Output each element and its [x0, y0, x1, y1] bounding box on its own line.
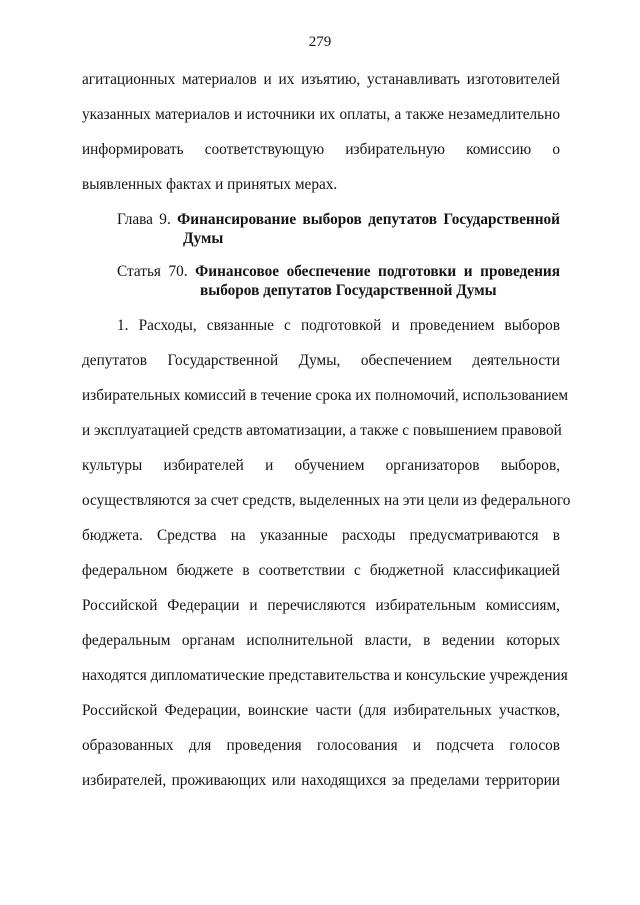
paragraph-line-2: депутатов Государственной Думы, обеспечением деятельности	[82, 352, 560, 369]
paragraph-line-9: Российской Федерации и перечисляются избирательным комиссиям,	[82, 597, 560, 614]
paragraph-line-11: находятся дипломатические представительства и консульские учреждения	[82, 667, 568, 684]
article-title-line-2: выборов депутатов Государственной Думы	[200, 282, 497, 299]
paragraph-line-6: осуществляются за счет средств, выделенных на эти цели из федерального	[82, 492, 571, 509]
paragraph-line-14: избирателей, проживающих или находящихся за пределами территории	[82, 772, 560, 789]
chapter-title-line-2: Думы	[183, 230, 224, 247]
paragraph-line-1: 1. Расходы, связанные с подготовкой и проведением выборов	[117, 317, 560, 334]
intro-line-2: указанных материалов и источники их оплаты, а также незамедлительно	[82, 106, 560, 123]
intro-line-3: информировать соответствующую избирательную комиссию о	[82, 141, 560, 158]
chapter-title-line-1: Финансирование выборов депутатов Государственной	[177, 211, 560, 228]
article-label: Статья 70.	[117, 263, 188, 280]
chapter-label: Глава 9.	[117, 211, 171, 228]
paragraph-line-4: и эксплуатацией средств автоматизации, а также с повышением правовой	[82, 422, 562, 439]
paragraph-line-12: Российской Федерации, воинские части (для избирательных участков,	[82, 702, 560, 719]
intro-line-1: агитационных материалов и их изъятию, устанавливать изготовителей	[82, 71, 560, 88]
intro-line-4: выявленных фактах и принятых мерах.	[82, 176, 338, 193]
article-heading	[117, 262, 560, 300]
paragraph-line-5: культуры избирателей и обучением организаторов выборов,	[82, 457, 560, 474]
paragraph-line-10: федеральным органам исполнительной власти, в ведении которых	[82, 632, 560, 649]
page-number: 279	[308, 34, 332, 50]
chapter-heading	[117, 210, 560, 248]
paragraph-line-3: избирательных комиссий в течение срока их полномочий, использованием	[82, 387, 569, 404]
article-title-line-1: Финансовое обеспечение подготовки и проведения	[195, 263, 560, 280]
paragraph-line-8: федеральном бюджете в соответствии с бюджетной классификацией	[82, 562, 560, 579]
paragraph-line-7: бюджета. Средства на указанные расходы предусматриваются в	[82, 527, 560, 544]
paragraph-line-13: образованных для проведения голосования и подсчета голосов	[82, 737, 560, 754]
